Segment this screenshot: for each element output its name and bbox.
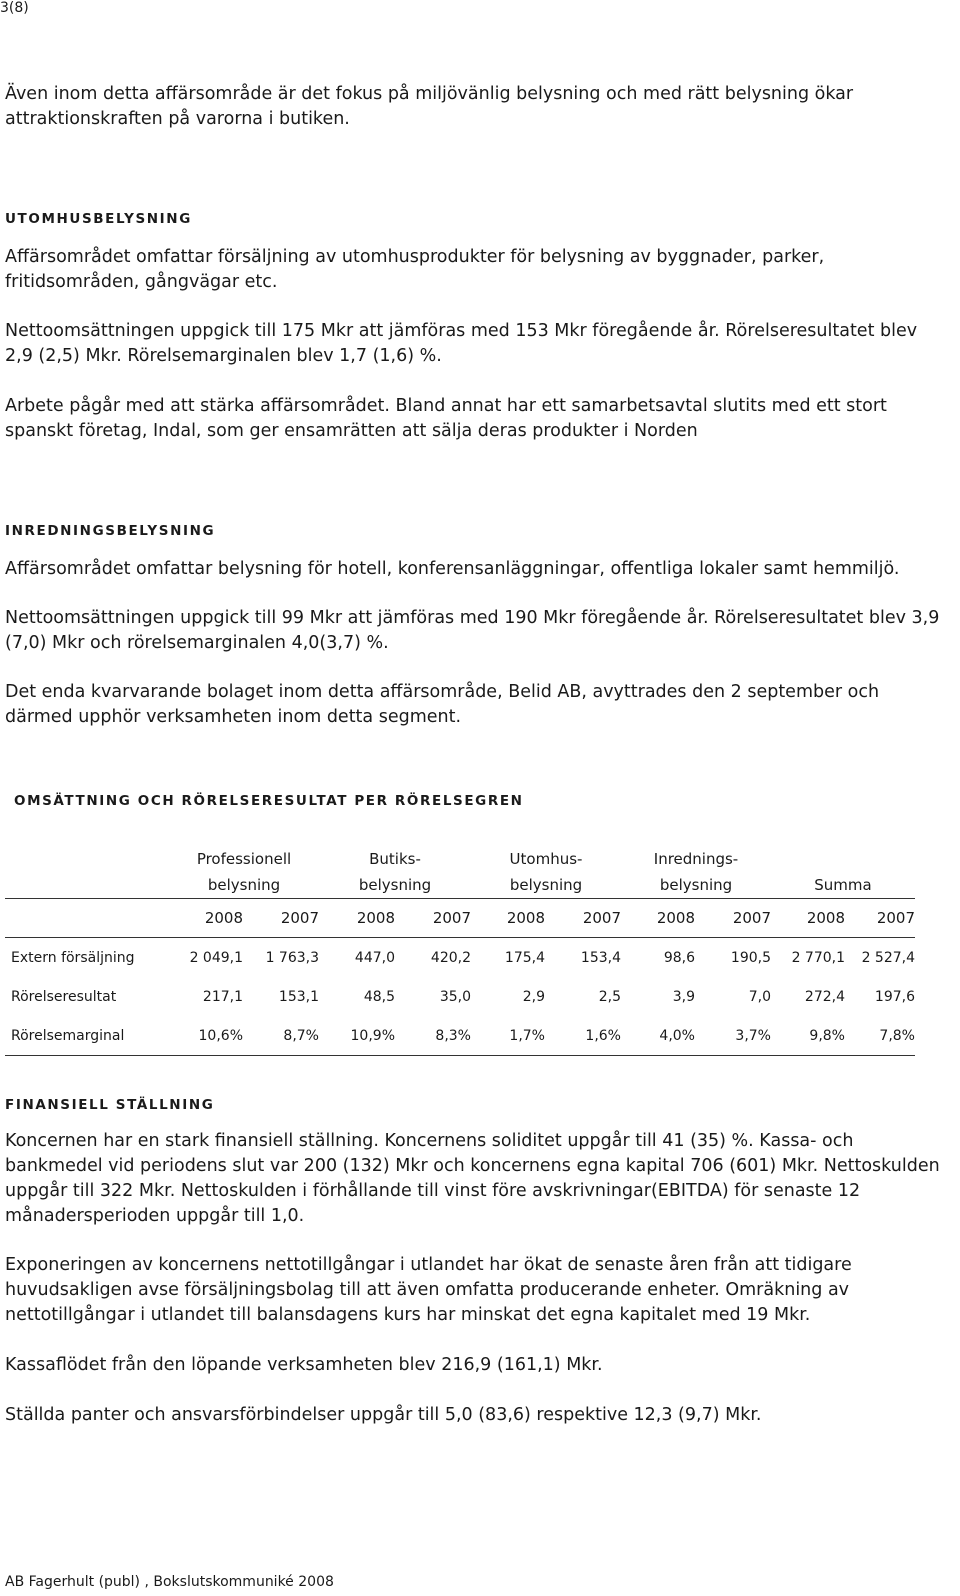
year-cell: 2007 [395,899,471,938]
interior-paragraph-2: Nettoomsättningen uppgick till 99 Mkr att jämföras med 190 Mkr föregående år. Rörelseresultatet blev 3,9 (7,0) Mkr och rörelsemarginalen 4,0(3,7) %. [5,608,940,653]
value-cell: 10,9% [319,1016,395,1056]
section-heading-financial: FINANSIELL STÄLLNING [5,1097,215,1113]
outdoor-paragraph-3: Arbete pågår med att stärka affärsområdet. Bland annat har ett samarbetsavtal slutits med ett stort spanskt företag, Indal, som ger ensamrätten att sälja deras produkter i Norden [5,396,887,441]
value-cell: 2 049,1 [189,949,243,966]
group-header-row-1 [5,846,915,872]
value-cell: 217,1 [202,988,243,1005]
group-header: Professionell [196,850,292,868]
value-cell: 8,7% [243,1016,319,1056]
value-cell: 2,5 [598,988,621,1005]
year-cell: 2007 [695,899,771,938]
value-cell: 98,6 [663,949,695,966]
value-cell: 7,8% [845,1016,915,1056]
interior-paragraph-3: Det enda kvarvarande bolaget inom detta affärsområde, Belid AB, avyttrades den 2 september och därmed upphör verksamheten inom detta segment. [5,682,880,727]
group-header: Inrednings- [653,850,739,868]
value-cell: 1,7% [471,1016,545,1056]
intro-paragraph: Även inom detta affärsområde är det fokus på miljövänlig belysning och med rätt belysning ökar attraktionskraften på varorna i butiken. [5,84,854,129]
value-cell: 420,2 [430,949,471,966]
page-footer: AB Fagerhult (publ) , Bokslutskommuniké 2008 [5,1574,334,1590]
financial-paragraph-2: Exponeringen av koncernens nettotillgångar i utlandet har ökat de senaste åren från att tidigare huvudsakligen avse försäljningsbolag till att även omfatta producerande enheter. Omräkning av nettotillgångar i utlandet till balansdagens kurs har minskat det egna kapitalet med 19 Mkr. [5,1255,852,1325]
outdoor-paragraph-2: Nettoomsättningen uppgick till 175 Mkr att jämföras med 153 Mkr föregående år. Rörelseresultatet blev 2,9 (2,5) Mkr. Rörelsemarginalen blev 1,7 (1,6) %. [5,321,918,366]
group-header: belysning [358,876,432,894]
value-cell: 153,1 [278,988,319,1005]
year-cell: 2008 [471,899,545,938]
segment-table [5,846,915,1056]
value-cell: 8,3% [395,1016,471,1056]
value-cell: 175,4 [504,949,545,966]
row-label: Rörelseresultat [11,988,117,1005]
table-row [5,1016,915,1056]
interior-paragraph-1: Affärsområdet omfattar belysning för hotell, konferensanläggningar, offentliga lokaler samt hemmiljö. [5,559,900,579]
value-cell: 2 527,4 [861,949,915,966]
value-cell: 48,5 [363,988,395,1005]
year-cell: 2007 [243,899,319,938]
row-label: Extern försäljning [11,949,135,966]
value-cell: 7,0 [748,988,771,1005]
value-cell: 447,0 [354,949,395,966]
year-cell: 2007 [545,899,621,938]
outdoor-paragraph-1: Affärsområdet omfattar försäljning av utomhusprodukter för belysning av byggnader, parker, fritidsområden, gångvägar etc. [5,247,825,292]
value-cell: 197,6 [874,988,915,1005]
value-cell: 9,8% [771,1016,845,1056]
financial-paragraph-4: Ställda panter och ansvarsförbindelser uppgår till 5,0 (83,6) respektive 12,3 (9,7) Mkr. [5,1405,762,1425]
value-cell: 3,7% [695,1016,771,1056]
group-header: Utomhus- [509,850,583,868]
group-header: Butiks- [369,850,421,868]
value-cell: 153,4 [580,949,621,966]
value-cell: 35,0 [439,988,471,1005]
year-cell: 2007 [845,899,915,938]
value-cell: 2,9 [522,988,545,1005]
page-number: 3(8) [0,0,29,16]
value-cell: 1,6% [545,1016,621,1056]
value-cell: 272,4 [804,988,845,1005]
value-cell: 190,5 [730,949,771,966]
value-cell: 2 770,1 [791,949,845,966]
group-header-row-2 [5,872,915,899]
group-header: belysning [509,876,583,894]
year-cell: 2008 [319,899,395,938]
section-heading-interior: INREDNINGSBELYSNING [5,523,216,539]
year-cell: 2008 [621,899,695,938]
financial-paragraph-3: Kassaflödet från den löpande verksamheten blev 216,9 (161,1) Mkr. [5,1355,603,1375]
table-row [5,977,915,1016]
value-cell: 1 763,3 [265,949,319,966]
year-row [5,899,915,938]
table-heading: OMSÄTTNING OCH RÖRELSERESULTAT PER RÖRELSEGREN [14,793,524,809]
value-cell: 4,0% [621,1016,695,1056]
section-heading-outdoor: UTOMHUSBELYSNING [5,211,192,227]
segment-table-wrapper [5,846,915,1056]
group-header: belysning [659,876,733,894]
value-cell: 3,9 [672,988,695,1005]
row-label: Rörelsemarginal [5,1016,169,1056]
table-row [5,938,915,978]
value-cell: 10,6% [169,1016,243,1056]
group-header: Summa [814,876,872,894]
year-cell: 2008 [169,899,243,938]
group-header [771,846,915,872]
financial-paragraph-1: Koncernen har en stark finansiell ställning. Koncernens soliditet uppgår till 41 (35) %. Kassa- och bankmedel vid periodens slut var 200 (132) Mkr och koncernens egna kapital 706 (601) Mkr. Nettoskulden uppgår till 322 Mkr. Nettoskulden i förhållande till vinst före avskrivningar(EBITDA) för senaste 12 månadersperioden uppgår till 1,0. [5,1131,940,1226]
group-header: belysning [207,876,281,894]
year-cell: 2008 [771,899,845,938]
